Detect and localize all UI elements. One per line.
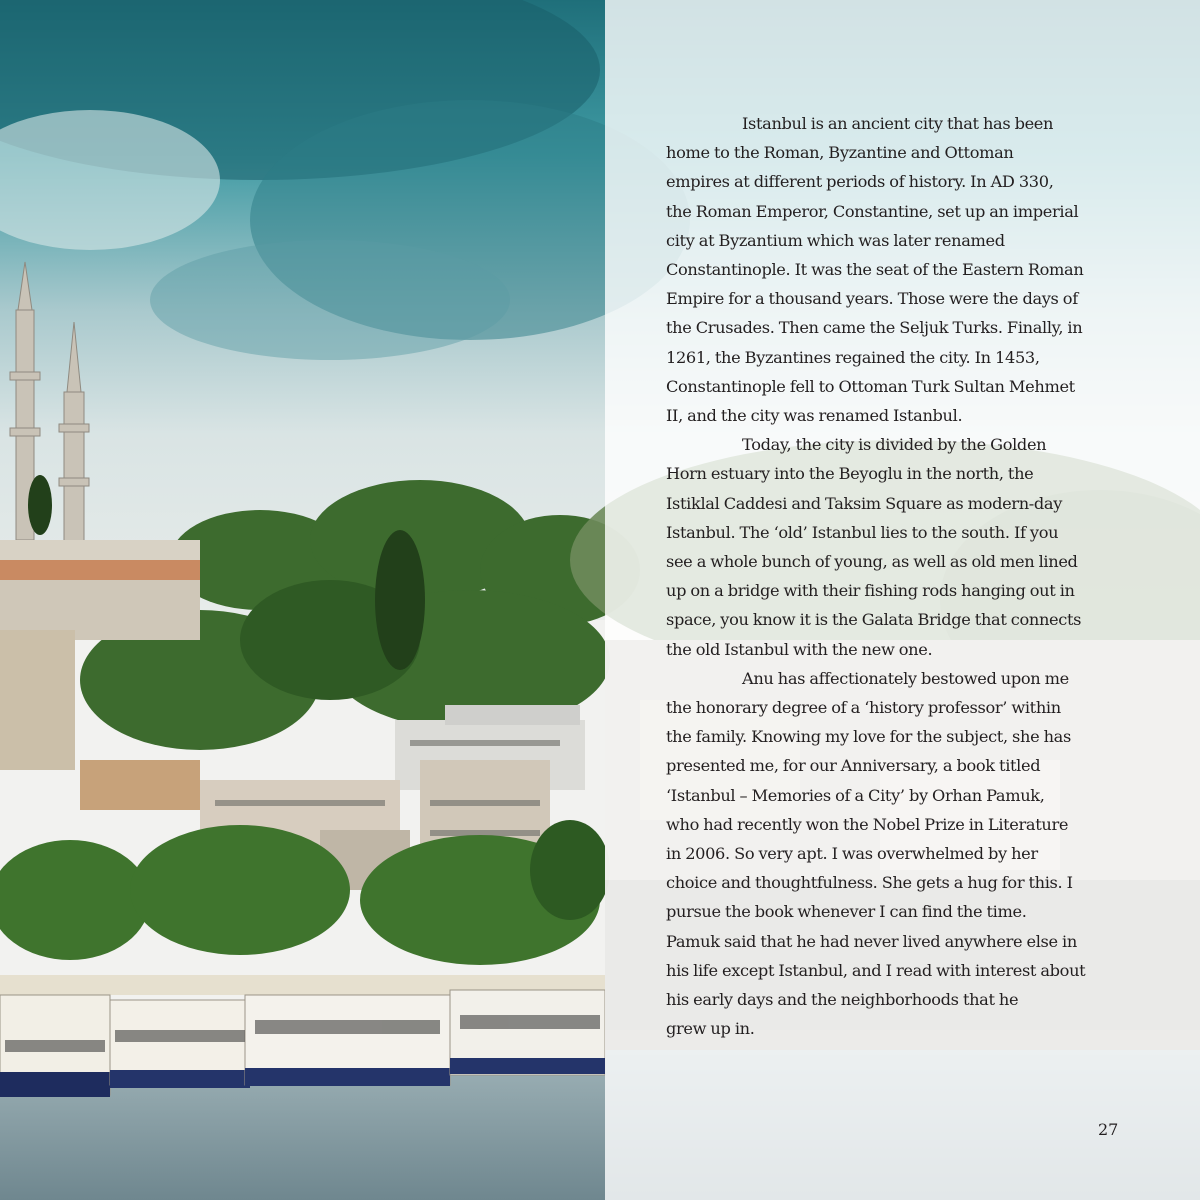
text-line: city at Byzantium which was later renamed bbox=[666, 230, 1005, 250]
text-line: the honorary degree of a ‘history professor’ within bbox=[666, 698, 1061, 718]
text-line: Horn estuary into the Beyoglu in the north, the bbox=[666, 464, 1034, 484]
text-line: choice and thoughtfulness. She gets a hug for this. I bbox=[666, 873, 1073, 893]
text-line: Constantinople fell to Ottoman Turk Sultan Mehmet bbox=[666, 376, 1075, 396]
text-line: Today, the city is divided by the Golden bbox=[742, 435, 1047, 455]
text-line: II, and the city was renamed Istanbul. bbox=[666, 406, 963, 426]
paragraph-3 bbox=[666, 664, 1116, 1044]
text-line: in 2006. So very apt. I was overwhelmed by her bbox=[666, 844, 1038, 864]
text-line: the Roman Emperor, Constantine, set up an imperial bbox=[666, 201, 1079, 221]
text-line: empires at different periods of history. In AD 330, bbox=[666, 172, 1054, 192]
text-line: Istiklal Caddesi and Taksim Square as modern-day bbox=[666, 493, 1063, 513]
text-line: Istanbul. The ‘old’ Istanbul lies to the south. If you bbox=[666, 522, 1059, 542]
paragraph-1 bbox=[666, 109, 1116, 430]
text-line: Anu has affectionately bestowed upon me bbox=[742, 668, 1069, 688]
page-number: 27 bbox=[1098, 1120, 1119, 1139]
text-line: Pamuk said that he had never lived anywhere else in bbox=[666, 931, 1077, 951]
text-line: see a whole bunch of young, as well as old men lined bbox=[666, 552, 1078, 572]
text-line: up on a bridge with their fishing rods hanging out in bbox=[666, 581, 1075, 601]
text-line: the Crusades. Then came the Seljuk Turks. Finally, in bbox=[666, 318, 1083, 338]
text-line: grew up in. bbox=[666, 1019, 755, 1039]
text-line: the family. Knowing my love for the subject, she has bbox=[666, 727, 1071, 747]
text-line: pursue the book whenever I can find the time. bbox=[666, 902, 1027, 922]
text-line: space, you know it is the Galata Bridge that connects bbox=[666, 610, 1082, 630]
text-line: Empire for a thousand years. Those were the days of bbox=[666, 289, 1078, 309]
text-line: his life except Istanbul, and I read with interest about bbox=[666, 960, 1086, 980]
text-line: home to the Roman, Byzantine and Ottoman bbox=[666, 143, 1014, 163]
text-line: Constantinople. It was the seat of the Eastern Roman bbox=[666, 260, 1084, 280]
text-line: ‘Istanbul – Memories of a City’ by Orhan Pamuk, bbox=[666, 785, 1045, 805]
paragraph-2 bbox=[666, 430, 1116, 664]
text-line: Istanbul is an ancient city that has been bbox=[742, 114, 1054, 133]
text-line: who had recently won the Nobel Prize in Literature bbox=[666, 814, 1069, 834]
text-line: presented me, for our Anniversary, a book titled bbox=[666, 756, 1041, 776]
text-line: 1261, the Byzantines regained the city. In 1453, bbox=[666, 347, 1040, 367]
article-body bbox=[666, 109, 1116, 1044]
text-line: the old Istanbul with the new one. bbox=[666, 639, 933, 659]
text-line: his early days and the neighborhoods that he bbox=[666, 990, 1019, 1010]
